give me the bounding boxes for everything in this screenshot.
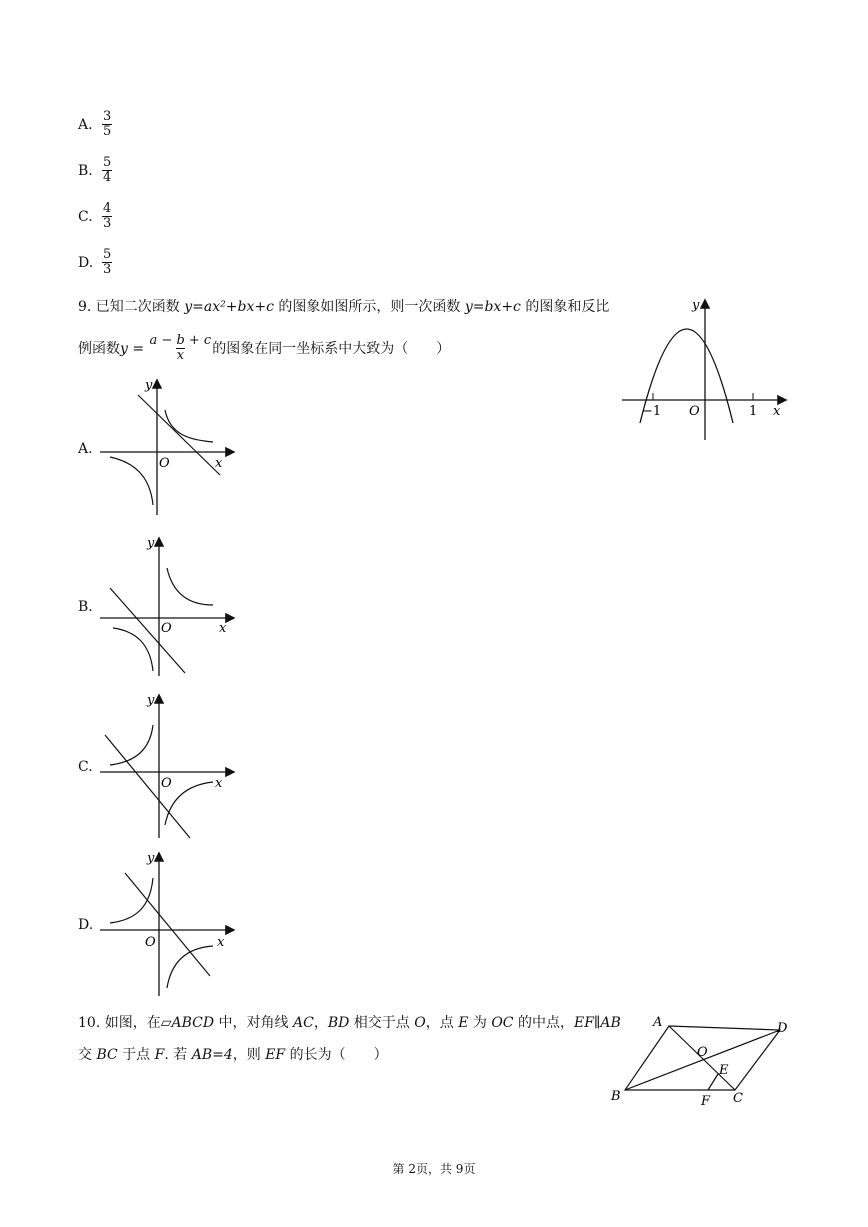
fraction: $\frac{5}{4}$ bbox=[103, 155, 112, 185]
svg-text:y: y bbox=[147, 693, 155, 708]
svg-text:y: y bbox=[147, 851, 155, 866]
svg-text:D: D bbox=[777, 1021, 788, 1036]
x-label: x bbox=[773, 404, 781, 419]
svg-text:F: F bbox=[701, 1094, 711, 1108]
fraction: $\frac{3}{5}$ bbox=[103, 109, 112, 139]
option-b-graph[interactable] bbox=[95, 533, 245, 678]
option-label: C. bbox=[78, 208, 93, 225]
svg-text:O: O bbox=[161, 776, 172, 791]
option-b[interactable] bbox=[78, 156, 112, 185]
y-label: y bbox=[692, 298, 700, 313]
svg-text:y: y bbox=[147, 536, 155, 551]
svg-text:O: O bbox=[145, 935, 156, 950]
q9-option-c-label[interactable]: C. bbox=[78, 759, 93, 775]
svg-text:x: x bbox=[219, 621, 227, 636]
tick-neg1: −1 bbox=[642, 404, 662, 419]
svg-text:C: C bbox=[733, 1091, 743, 1106]
svg-text:x: x bbox=[215, 456, 223, 471]
svg-text:E: E bbox=[719, 1063, 729, 1078]
option-c-graph[interactable] bbox=[95, 690, 245, 840]
parabola-figure bbox=[620, 295, 790, 445]
page-footer: 第 2页，共 9页 bbox=[392, 1162, 476, 1176]
svg-text:x: x bbox=[217, 935, 225, 950]
tick-1: 1 bbox=[749, 404, 758, 419]
option-d[interactable] bbox=[78, 248, 112, 277]
option-c[interactable] bbox=[78, 202, 112, 231]
svg-text:A: A bbox=[653, 1015, 663, 1030]
svg-text:x: x bbox=[215, 776, 223, 791]
option-label: B. bbox=[78, 162, 93, 179]
option-label: A. bbox=[78, 116, 93, 133]
q10-line2: 交 BC 于点 F. 若 AB=4，则 EF 的长为（ ） bbox=[78, 1047, 388, 1063]
q10-line1: 10. 如图，在▱ABCD 中，对角线 AC，BD 相交于点 O，点 E 为 OC 的中点，EF∥AB bbox=[78, 1015, 621, 1031]
q9-line2: 例函数 y = $\frac{a - b + c}{x}$ 的图象在同一坐标系中大致为（ ） bbox=[78, 333, 451, 363]
option-d-graph[interactable] bbox=[95, 848, 245, 998]
option-label: D. bbox=[78, 254, 94, 271]
fraction: $\frac{a - b + c}{x}$ bbox=[149, 333, 212, 363]
option-a-graph[interactable] bbox=[95, 375, 245, 520]
q9-option-d-label[interactable]: D. bbox=[78, 917, 94, 933]
origin-label: O bbox=[689, 404, 700, 419]
q9-option-b-label[interactable]: B. bbox=[78, 599, 93, 615]
svg-text:y: y bbox=[145, 378, 153, 393]
q9-line1: 9. 已知二次函数 y=ax²+bx+c 的图象如图所示，则一次函数 y=bx+c 的图象和反比 bbox=[78, 299, 610, 315]
q9-option-a-label[interactable]: A. bbox=[78, 441, 93, 457]
svg-text:O: O bbox=[161, 621, 172, 636]
option-a[interactable] bbox=[78, 110, 112, 139]
svg-text:O: O bbox=[159, 456, 170, 471]
parallelogram-figure bbox=[605, 1008, 800, 1108]
fraction: $\frac{4}{3}$ bbox=[103, 201, 112, 231]
svg-text:O: O bbox=[697, 1045, 708, 1060]
svg-text:B: B bbox=[611, 1089, 621, 1104]
fraction: $\frac{5}{3}$ bbox=[103, 247, 112, 277]
